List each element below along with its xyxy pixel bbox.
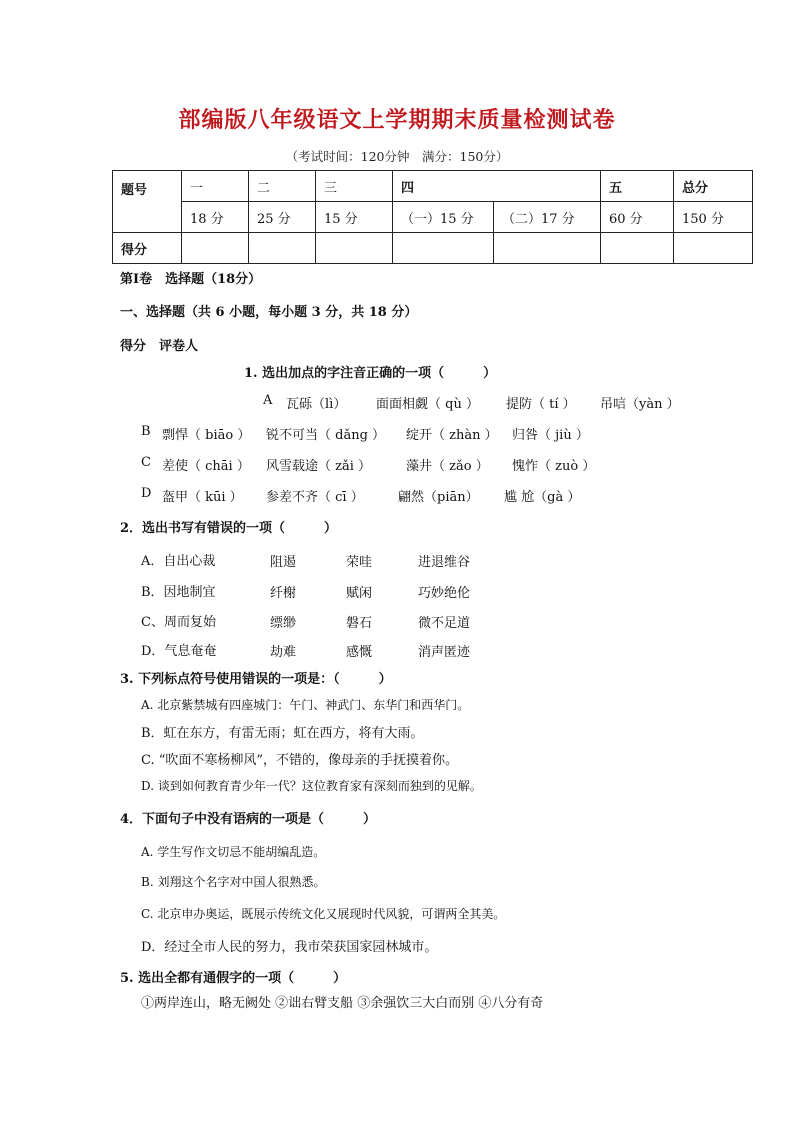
score-table-points-4b: （二）17 分: [494, 202, 601, 233]
score-table-col-total: 总分: [674, 171, 753, 202]
score-table-points-4a: （一）15 分: [393, 202, 494, 233]
q2-option-word: 进退维谷: [418, 555, 471, 570]
score-table-points-5: 60 分: [601, 202, 674, 233]
q2-stem: 2．选出书写有错误的一项（ ）: [120, 521, 338, 536]
q2-option-word: D．气息奄奄: [141, 644, 217, 659]
q1-option-item: 绽开（ zhàn ）: [406, 428, 498, 443]
score-table-col-4: 四: [393, 171, 601, 202]
q1-option-item: 盔甲（ kūi ）: [162, 490, 243, 505]
q4-option-c: C. 北京申办奥运，既展示传统文化又展现时代风貌，可谓两全其美。: [141, 907, 506, 921]
score-table-points-2: 25 分: [249, 202, 316, 233]
q1-option-letter: D: [141, 486, 152, 501]
q1-option-letter: B: [141, 424, 151, 439]
score-table-points-total: 150 分: [674, 202, 753, 233]
q1-option-item: 尴 尬（gà ）: [504, 490, 581, 505]
q3-option-a: A. 北京紫禁城有四座城门：午门、神武门、东华门和西华门。: [141, 698, 470, 712]
q1-option-item: 面面相觑（ qù ）: [376, 397, 479, 412]
q1-option-item: 风雪载途（ zǎi ）: [266, 459, 372, 474]
score-cell-1: [182, 233, 249, 264]
q1-option-item: 参差不齐（ cī ）: [266, 490, 364, 505]
q4-stem: 4．下面句子中没有语病的一项是（ ）: [120, 812, 377, 827]
q3-stem: 3. 下列标点符号使用错误的一项是：（ ）: [120, 672, 392, 687]
score-cell-2: [249, 233, 316, 264]
q2-option-word: 巧妙绝伦: [418, 586, 471, 601]
q4-option-b: B. 刘翔这个名字对中国人很熟悉。: [141, 875, 326, 889]
score-cell-4a: [393, 233, 494, 264]
grader-label: 得分 评卷人: [120, 339, 199, 354]
score-cell-4b: [494, 233, 601, 264]
q1-option-letter: A: [263, 393, 273, 408]
q1-option-item: 藻井（ zǎo ）: [406, 459, 489, 474]
q2-option-word: 阻遏: [270, 555, 297, 570]
q1-option-item: 瓦砾（lì）: [286, 397, 347, 412]
q4-option-d: D．经过全市人民的努力，我市荣获国家园林城市。: [141, 940, 438, 955]
q2-option-word: 纤榭: [270, 586, 297, 601]
q2-option-word: 劫难: [270, 645, 297, 660]
q2-option-word: C、周而复始: [141, 615, 216, 630]
section-heading: 一、选择题（共 6 小题，每小题 3 分，共 18 分）: [120, 305, 418, 320]
q1-option-item: 差使（ chāi ）: [162, 459, 250, 474]
score-table-col-1: 一: [182, 171, 249, 202]
score-table: [112, 170, 753, 264]
exam-subtitle: （考试时间：120分钟 满分：150分）: [285, 149, 509, 164]
score-table-points-3: 15 分: [316, 202, 393, 233]
q5-stem: 5. 选出全都有通假字的一项（ ）: [120, 971, 347, 986]
q1-option-item: 锐不可当（ dǎng ）: [266, 428, 386, 443]
q5-line: ①两岸连山，略无阙处 ②诎右臂支船 ③余强饮三大白而别 ④八分有奇: [141, 996, 544, 1011]
q2-option-word: 缥缈: [270, 616, 297, 631]
q2-option-word: 磐石: [346, 616, 373, 631]
q2-option-word: 荣哇: [346, 555, 373, 570]
score-table-col-3: 三: [316, 171, 393, 202]
q1-option-item: 剽悍（ biāo ）: [162, 428, 251, 443]
exam-title: 部编版八年级语文上学期期末质量检测试卷: [178, 107, 616, 133]
q1-option-item: 翩然（piān）: [398, 490, 479, 505]
score-cell-5: [601, 233, 674, 264]
q2-option-word: 赋闲: [346, 586, 373, 601]
q2-option-word: 感慨: [346, 645, 373, 660]
part1-heading: 第Ⅰ卷 选择题（18分）: [120, 272, 262, 287]
score-table-col-2: 二: [249, 171, 316, 202]
q1-option-item: 归咎（ jiù ）: [512, 428, 589, 443]
score-table-score-label: 得分: [113, 233, 182, 264]
q1-option-letter: C: [141, 455, 151, 470]
q3-option-b: B．虹在东方，有雷无雨；虹在西方，将有大雨。: [141, 726, 424, 741]
q2-option-word: 消声匿迹: [418, 645, 471, 660]
q4-option-a: A. 学生写作文切忌不能胡编乱造。: [141, 845, 326, 859]
score-cell-3: [316, 233, 393, 264]
q1-option-item: 愧怍（ zuò ）: [512, 459, 596, 474]
q2-option-word: A．自出心裁: [141, 554, 216, 569]
q2-option-word: 微不足道: [418, 616, 471, 631]
q3-option-c: C. “吹面不寒杨柳风”，不错的，像母亲的手抚摸着你。: [141, 753, 459, 768]
score-table-col-5: 五: [601, 171, 674, 202]
q3-option-d: D. 谈到如何教育青少年一代？这位教育家有深刻而独到的见解。: [141, 779, 482, 793]
q1-option-item: 提防（ tí ）: [506, 397, 576, 412]
q2-option-word: B．因地制宜: [141, 585, 216, 600]
score-table-header-label: 题号: [113, 171, 182, 233]
q1-option-item: 吊唁（yàn ）: [600, 397, 680, 412]
score-cell-total: [674, 233, 753, 264]
score-table-points-1: 18 分: [182, 202, 249, 233]
q1-stem: 1. 选出加点的字注音正确的一项（ ）: [244, 366, 497, 381]
